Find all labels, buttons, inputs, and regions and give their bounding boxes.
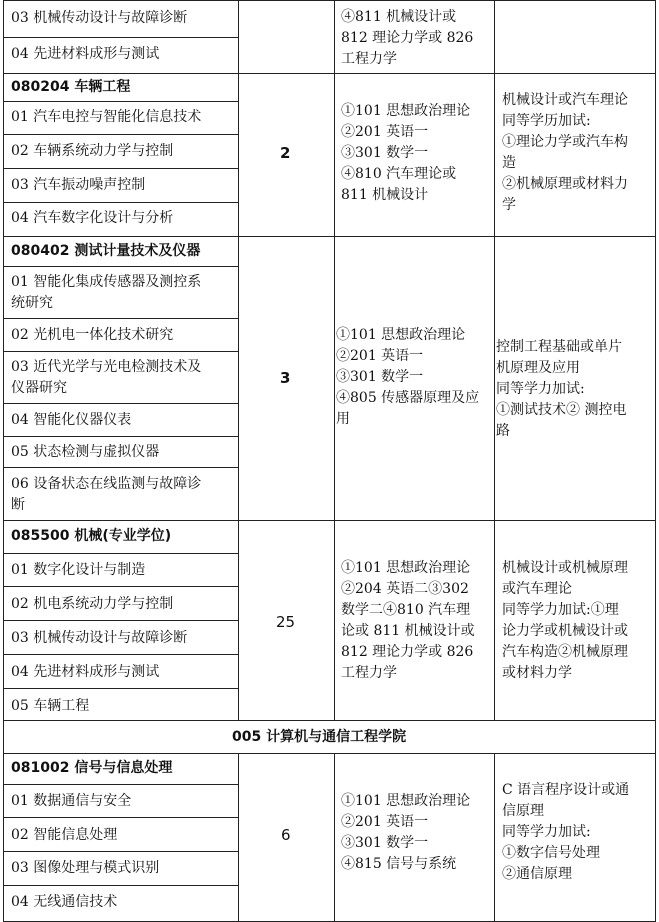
research-direction: 04 先进材料成形与测试 (11, 664, 160, 680)
exam-subject-line: ①101 思想政治理论 (341, 793, 471, 809)
extra-test-note: 同等学历加试: (502, 113, 591, 129)
extra-test-note: 机械设计或机械原理 (502, 560, 628, 576)
dir-line (3, 817, 238, 818)
dir-line (3, 467, 238, 468)
exam-subject-line: ③301 数学一 (336, 369, 424, 385)
dir-line (3, 688, 238, 689)
extra-test-note: 机械设计或汽车理论 (502, 92, 628, 108)
exam-subject-line: 工程力学 (341, 51, 397, 67)
extra-test-note: 信原理 (502, 803, 544, 819)
extra-test-note: ①测试技术② 测控电 (496, 402, 627, 418)
research-direction: 04 汽车数字化设计与分析 (11, 210, 174, 226)
exam-subject-line: ①101 思想政治理论 (336, 327, 466, 343)
exam-subject-line: ④810 汽车理论或 (341, 166, 457, 182)
extra-test-note: ①数字信号处理 (502, 845, 600, 861)
dir-line (3, 436, 238, 437)
col-divider-1b (238, 753, 239, 922)
research-direction: 02 光机电一体化技术研究 (11, 327, 174, 343)
extra-test-note: 同等学力加试: (502, 824, 591, 840)
enrollment-quota: 2 (280, 144, 291, 162)
exam-subject-line: 811 机械设计 (341, 187, 429, 203)
research-direction: 04 智能化仪器仪表 (11, 412, 132, 428)
research-direction: 01 汽车电控与智能化信息技术 (11, 109, 202, 125)
dir-line (3, 654, 238, 655)
research-direction: 01 数据通信与安全 (11, 793, 132, 809)
extra-test-note: 或材料力学 (502, 665, 572, 681)
exam-subject-line: 812 理论力学或 826 (341, 30, 474, 46)
dir-line (3, 553, 238, 554)
research-direction: 01 智能化集成传感器及测控系 (11, 274, 202, 290)
col-divider-1 (238, 0, 239, 720)
dir-line (3, 351, 238, 352)
research-direction: 仪器研究 (11, 380, 67, 396)
research-direction: 02 车辆系统动力学与控制 (11, 143, 174, 159)
extra-test-note: 或汽车理论 (502, 581, 572, 597)
exam-subject-line: ③301 数学一 (341, 145, 429, 161)
extra-test-note: 路 (496, 423, 510, 439)
row-line (3, 236, 656, 237)
enrollment-quota: 25 (276, 613, 296, 631)
dir-line (3, 620, 238, 621)
research-direction: 01 数字化设计与制造 (11, 562, 146, 578)
extra-test-note: 同等学力加试: (496, 381, 585, 397)
row-line (3, 753, 656, 754)
extra-test-note: 汽车构造②机械原理 (502, 644, 628, 660)
exam-subject-line: ③301 数学一 (341, 835, 429, 851)
row-line (3, 0, 656, 1)
research-direction: 断 (11, 497, 25, 513)
research-direction: 统研究 (11, 295, 53, 311)
extra-test-note: ②机械原理或材料力 (502, 176, 628, 192)
exam-subject-line: ④815 信号与系统 (341, 856, 457, 872)
row-line (3, 73, 656, 74)
enrollment-quota: 6 (281, 826, 291, 844)
dir-line (3, 885, 238, 886)
extra-test-note: 学 (502, 197, 516, 213)
dir-line (3, 168, 238, 169)
dir-line (3, 586, 238, 587)
extra-test-note: 论力学或机械设计或 (502, 623, 628, 639)
extra-test-note: 控制工程基础或单片 (496, 339, 622, 355)
extra-test-note: 同等学力加试:①理 (502, 602, 619, 618)
research-direction: 02 智能信息处理 (11, 827, 118, 843)
dir-line (3, 403, 238, 404)
research-direction: 06 设备状态在线监测与故障诊 (11, 476, 202, 492)
dir-line (3, 318, 238, 319)
extra-test-note: C 语言程序设计或通 (502, 782, 630, 798)
col-divider-3 (494, 0, 495, 720)
college-title: 005 计算机与通信工程学院 (232, 729, 407, 745)
table-border-right (655, 0, 656, 922)
research-direction: 04 无线通信技术 (11, 894, 118, 910)
exam-subject-line: 812 理论力学或 826 (341, 644, 474, 660)
dir-line (3, 266, 238, 267)
exam-subject-line: ②201 英语一 (336, 348, 424, 364)
research-direction: 04 先进材料成形与测试 (11, 46, 160, 62)
research-direction: 03 近代光学与光电检测技术及 (11, 359, 202, 375)
exam-subject-line: 论或 811 机械设计或 (341, 623, 475, 639)
exam-subject-line: 用 (336, 411, 350, 427)
exam-subject-line: ④811 机械设计或 (341, 9, 457, 25)
dir-line (3, 784, 238, 785)
col-divider-2b (334, 753, 335, 922)
program-title: 080204 车辆工程 (11, 79, 131, 95)
dir-line (3, 101, 238, 102)
exam-subject-line: ④805 传感器原理及应 (336, 390, 480, 406)
extra-test-note: 造 (502, 155, 516, 171)
exam-subject-line: ①101 思想政治理论 (341, 560, 471, 576)
extra-test-note: 机原理及应用 (496, 360, 580, 376)
research-direction: 05 状态检测与虚拟仪器 (11, 444, 160, 460)
exam-subject-line: 数学二④810 汽车理 (341, 602, 471, 618)
exam-subject-line: ②201 英语一 (341, 124, 429, 140)
exam-subject-line: ①101 思想政治理论 (341, 103, 471, 119)
research-direction: 03 机械传动设计与故障诊断 (11, 630, 188, 646)
program-title: 081002 信号与信息处理 (11, 760, 173, 776)
col-divider-2 (334, 0, 335, 720)
col-divider-3b (494, 753, 495, 922)
row-line (3, 520, 656, 521)
research-direction: 02 机电系统动力学与控制 (11, 596, 174, 612)
exam-subject-line: ②201 英语一 (341, 814, 429, 830)
research-direction: 03 机械传动设计与故障诊断 (11, 10, 188, 26)
dir-line (3, 37, 238, 38)
research-direction: 03 汽车振动噪声控制 (11, 177, 146, 193)
dir-line (3, 202, 238, 203)
program-title: 080402 测试计量技术及仪器 (11, 243, 201, 259)
program-title: 085500 机械(专业学位) (11, 528, 172, 544)
dir-line (3, 851, 238, 852)
exam-subject-line: 工程力学 (341, 665, 397, 681)
dir-line (3, 134, 238, 135)
extra-test-note: ①理论力学或汽车构 (502, 134, 628, 150)
exam-subject-line: ②204 英语二③302 (341, 581, 469, 597)
extra-test-note: ②通信原理 (502, 866, 572, 882)
row-line (3, 720, 656, 721)
research-direction: 05 车辆工程 (11, 698, 90, 714)
enrollment-quota: 3 (280, 369, 291, 387)
research-direction: 03 图像处理与模式识别 (11, 860, 160, 876)
